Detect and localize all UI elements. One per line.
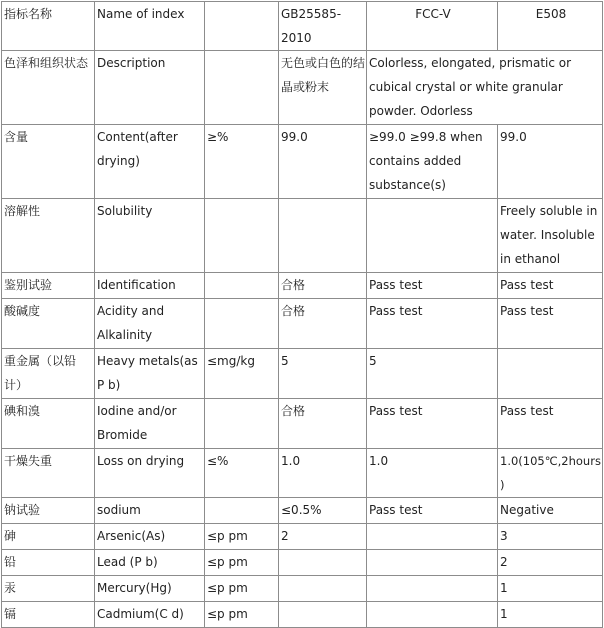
table-cell: Loss on drying	[95, 449, 205, 498]
table-cell: 汞	[2, 576, 95, 602]
table-cell: 99.0	[498, 125, 603, 199]
table-row	[2, 449, 603, 498]
table-cell: ≤mg/kg	[205, 349, 279, 399]
table-cell: 色泽和组织状态	[2, 51, 95, 125]
table-cell: 重金属（以铅计）	[2, 349, 95, 399]
table-cell	[205, 299, 279, 349]
table-cell: 1	[498, 576, 603, 602]
table-cell: 碘和溴	[2, 399, 95, 449]
table-cell: 溶解性	[2, 199, 95, 273]
table-cell: 合格	[279, 299, 367, 349]
table-cell: Pass test	[367, 498, 498, 524]
table-cell: Heavy metals(as P b)	[95, 349, 205, 399]
table-cell: Pass test	[498, 299, 603, 349]
table-row	[2, 524, 603, 550]
table-cell: 2	[498, 550, 603, 576]
table-cell: Cadmium(C d)	[95, 602, 205, 628]
table-cell: 镉	[2, 602, 95, 628]
table-cell: ≤p pm	[205, 524, 279, 550]
table-row	[2, 199, 603, 273]
table-cell	[279, 550, 367, 576]
table-cell	[205, 199, 279, 273]
table-cell: 砷	[2, 524, 95, 550]
table-row	[2, 498, 603, 524]
table-cell: 1.0	[367, 449, 498, 498]
table-cell: Colorless, elongated, prismatic or cubical crystal or white granular powder. Odorless	[367, 51, 603, 125]
table-cell: 1	[498, 602, 603, 628]
table-cell	[205, 273, 279, 299]
table-cell	[205, 51, 279, 125]
specification-table	[1, 1, 603, 628]
table-cell: Negative	[498, 498, 603, 524]
table-cell	[367, 602, 498, 628]
table-cell	[367, 199, 498, 273]
table-cell: Identification	[95, 273, 205, 299]
table-cell: Acidity and Alkalinity	[95, 299, 205, 349]
table-cell: ≤0.5%	[279, 498, 367, 524]
table-cell	[205, 399, 279, 449]
table-cell: 鉴别试验	[2, 273, 95, 299]
table-cell: 2	[279, 524, 367, 550]
table-cell: 3	[498, 524, 603, 550]
table-row	[2, 602, 603, 628]
table-cell: Pass test	[367, 299, 498, 349]
table-cell: Lead (P b)	[95, 550, 205, 576]
header-cell: Name of index	[95, 2, 205, 51]
table-cell: 合格	[279, 273, 367, 299]
table-cell: 铅	[2, 550, 95, 576]
table-cell: Mercury(Hg)	[95, 576, 205, 602]
table-row	[2, 399, 603, 449]
table-cell: 5	[367, 349, 498, 399]
table-cell: Description	[95, 51, 205, 125]
table-cell	[279, 602, 367, 628]
table-cell: Pass test	[367, 273, 498, 299]
table-cell: ≤p pm	[205, 576, 279, 602]
table-cell	[498, 349, 603, 399]
table-row	[2, 349, 603, 399]
table-header-row	[2, 2, 603, 51]
table-cell	[279, 576, 367, 602]
table-cell: ≤%	[205, 449, 279, 498]
header-cell: E508	[498, 2, 603, 51]
table-cell: 5	[279, 349, 367, 399]
header-cell: GB25585-2010	[279, 2, 367, 51]
table-row	[2, 125, 603, 199]
table-cell: Solubility	[95, 199, 205, 273]
table-cell: ≥%	[205, 125, 279, 199]
table-cell: 钠试验	[2, 498, 95, 524]
table-cell: ≤p pm	[205, 550, 279, 576]
table-cell: 酸碱度	[2, 299, 95, 349]
header-cell: 指标名称	[2, 2, 95, 51]
table-cell: ≤p pm	[205, 602, 279, 628]
table-row	[2, 51, 603, 125]
table-cell	[367, 550, 498, 576]
table-cell: 1.0	[279, 449, 367, 498]
table-cell: 合格	[279, 399, 367, 449]
table-cell: Arsenic(As)	[95, 524, 205, 550]
table-cell: Pass test	[367, 399, 498, 449]
table-cell: Iodine and/or Bromide	[95, 399, 205, 449]
table-cell	[205, 498, 279, 524]
table-cell	[367, 576, 498, 602]
table-cell	[367, 524, 498, 550]
table-cell	[279, 199, 367, 273]
table-row	[2, 576, 603, 602]
table-row	[2, 299, 603, 349]
table-cell: 无色或白色的结晶或粉末	[279, 51, 367, 125]
table-row	[2, 550, 603, 576]
header-cell: FCC-V	[367, 2, 498, 51]
table-cell: 干燥失重	[2, 449, 95, 498]
table-cell: Pass test	[498, 399, 603, 449]
table-cell: sodium	[95, 498, 205, 524]
table-cell: 99.0	[279, 125, 367, 199]
table-cell: Pass test	[498, 273, 603, 299]
table-cell: 含量	[2, 125, 95, 199]
table-cell: Content(after drying)	[95, 125, 205, 199]
table-cell: ≥99.0 ≥99.8 when contains added substance(s)	[367, 125, 498, 199]
table-cell: Freely soluble in water. Insoluble in ethanol	[498, 199, 603, 273]
header-cell	[205, 2, 279, 51]
table-cell: 1.0(105℃,2hours)	[498, 449, 603, 498]
table-row	[2, 273, 603, 299]
